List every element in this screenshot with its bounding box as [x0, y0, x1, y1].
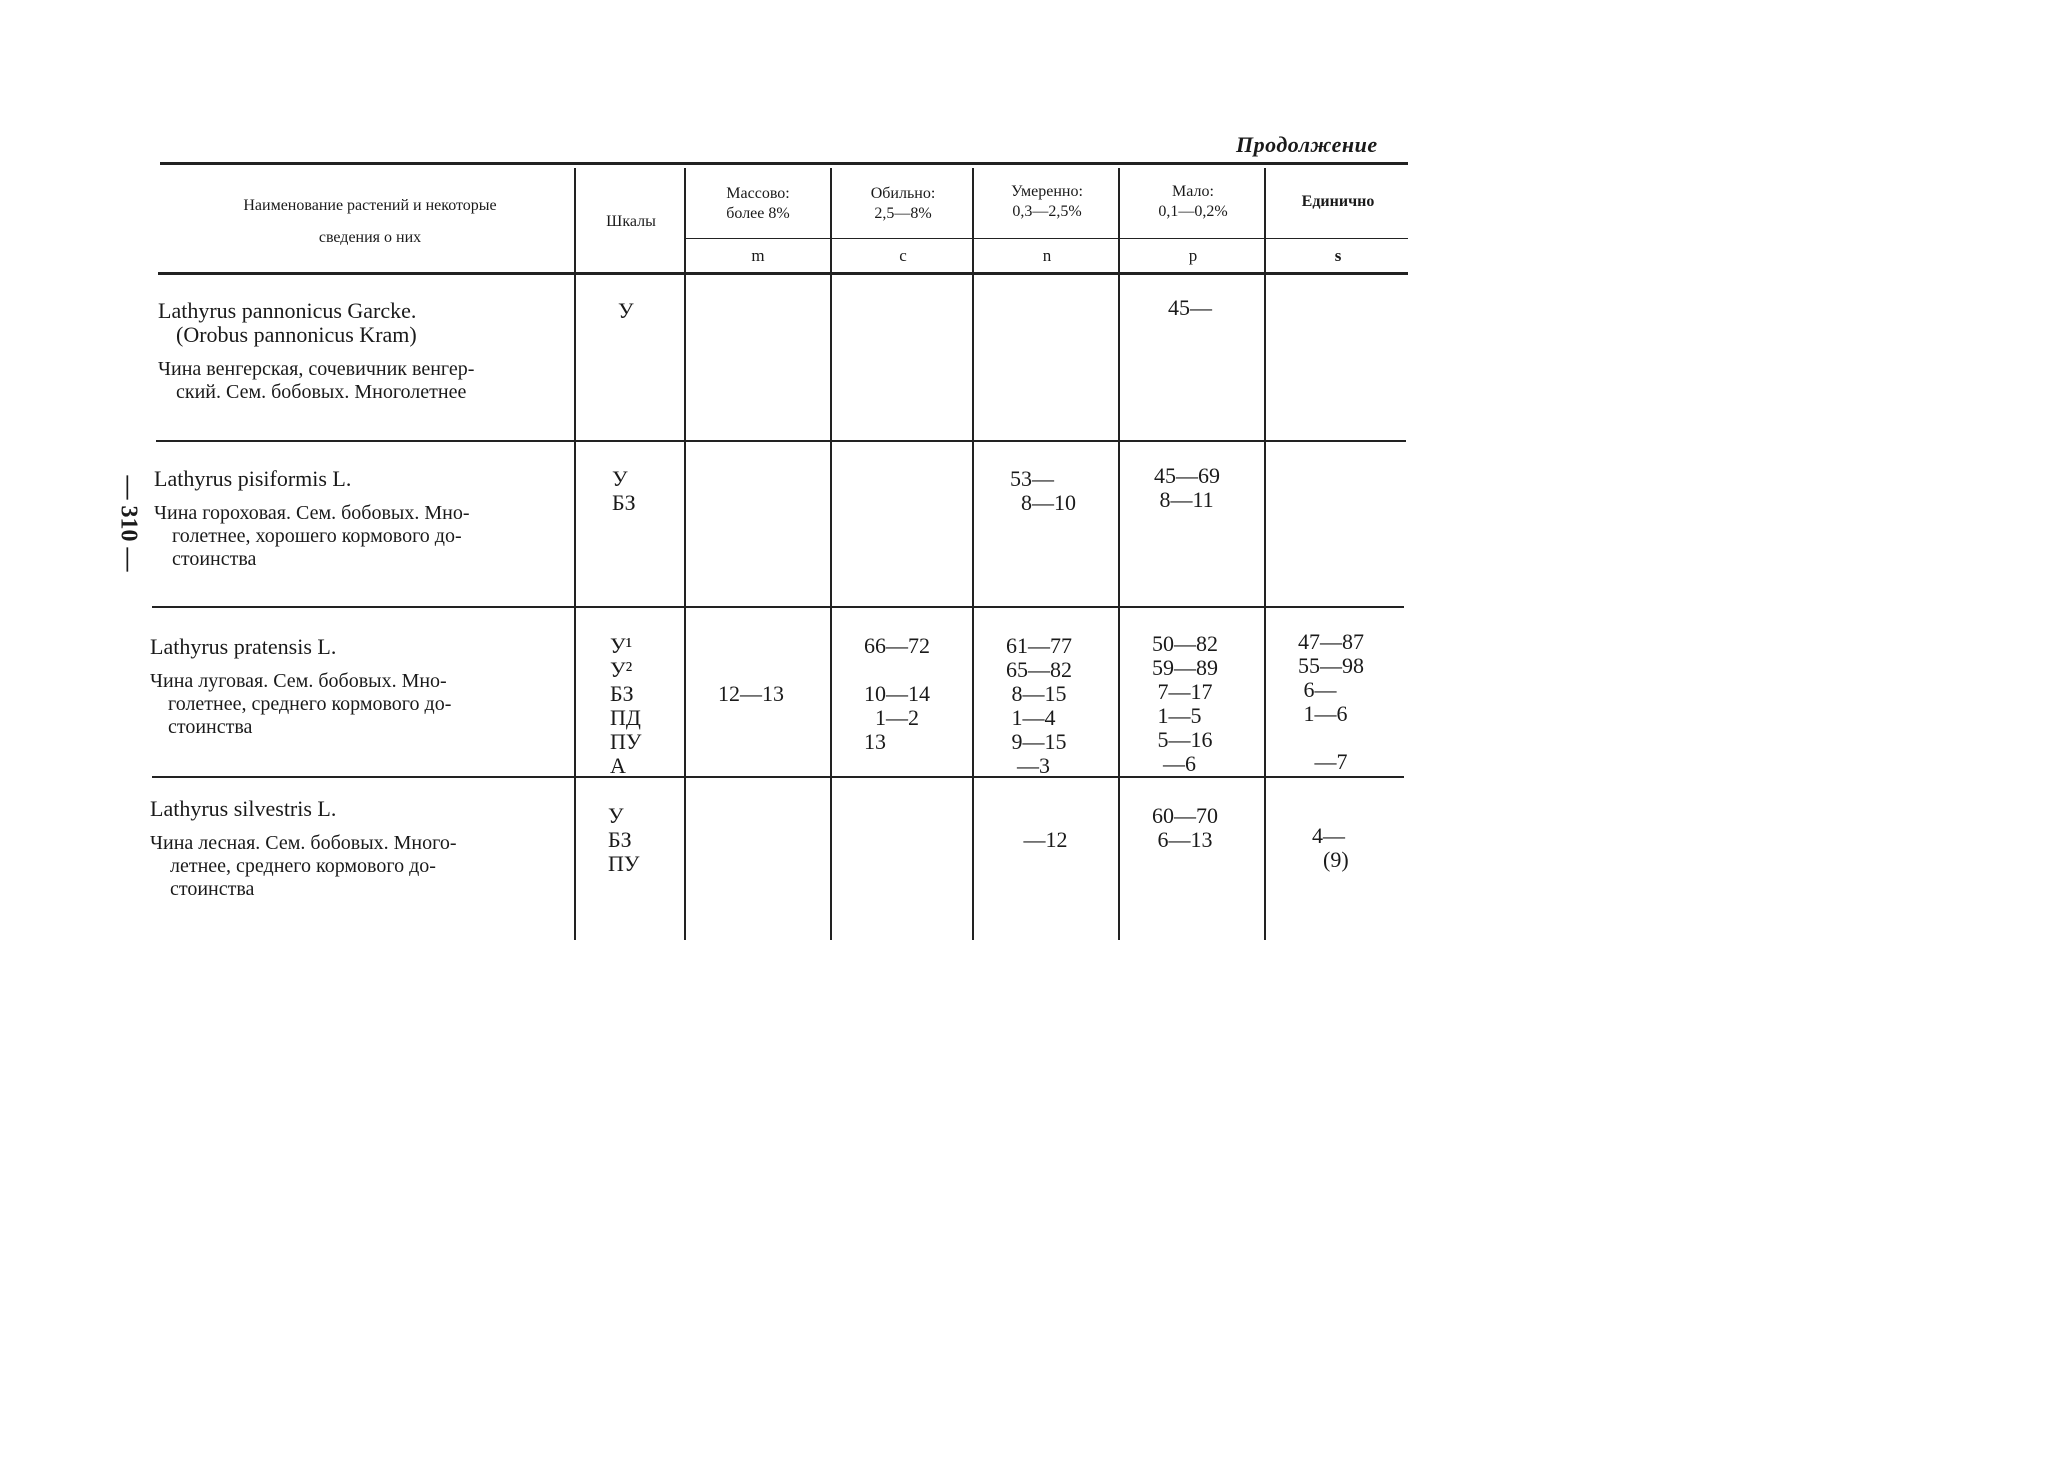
row3-p: 50—82 59—89 7—17 1—5 5—16 —6	[1152, 631, 1218, 776]
col-divider-scales	[684, 168, 686, 940]
col-divider-n	[1118, 168, 1120, 940]
row3-desc-line1: Чина луговая. Сем. бобовых. Мно-	[150, 670, 447, 692]
header-name-line2: сведения о них	[318, 229, 422, 246]
row2-desc-line2: голетнее, хорошего кормового до-	[172, 525, 462, 547]
header-n-line1: Умеренно:	[1011, 183, 1083, 200]
col-divider-p	[1264, 168, 1266, 940]
header-col-s: Единично	[1301, 193, 1375, 210]
row4-latin-line1: Lathyrus silvestris L.	[150, 796, 337, 821]
header-bottom-rule	[158, 272, 1408, 275]
header-code-n: n	[1042, 246, 1052, 265]
row1-description	[158, 358, 558, 404]
subheader-rule	[686, 238, 1408, 239]
col-divider-name	[574, 168, 576, 940]
header-col-c	[834, 184, 972, 224]
page-number-text: — 310 —	[115, 475, 142, 572]
row3-desc-line2: голетнее, среднего кормового до-	[168, 693, 452, 715]
row3-desc-line3: стоинства	[168, 716, 253, 738]
row-divider-2	[152, 606, 1404, 608]
row2-scales: У БЗ	[612, 466, 636, 515]
row2-n: 53— 8—10	[1010, 466, 1076, 515]
header-code-p: p	[1188, 246, 1198, 265]
row4-scales: У БЗ ПУ	[608, 803, 640, 876]
row4-desc-line3: стоинства	[170, 878, 255, 900]
header-col-n	[976, 182, 1118, 222]
header-code-m: m	[751, 246, 765, 265]
header-c-line1: Обильно:	[870, 185, 936, 202]
header-m-line2: более 8%	[726, 205, 790, 222]
row4-p: 60—70 6—13	[1152, 803, 1218, 852]
row1-latin-line2: (Orobus pannonicus Kram)	[176, 322, 417, 347]
row2-desc-line1: Чина гороховая. Сем. бобовых. Мно-	[154, 502, 470, 524]
table-top-rule	[160, 162, 1408, 165]
header-code-s: s	[1334, 246, 1342, 265]
row2-p: 45—69 8—11	[1154, 463, 1220, 512]
row3-m: 12—13	[718, 681, 784, 706]
row1-scales: У	[618, 298, 634, 323]
page-number	[100, 470, 150, 580]
row3-scales: У¹ У² БЗ ПД ПУ А	[610, 633, 642, 778]
row1-latin-line1: Lathyrus pannonicus Garcke.	[158, 298, 417, 323]
row-divider-3	[152, 776, 1404, 778]
header-c-line2: 2,5—8%	[874, 205, 932, 222]
row1-desc-line1: Чина венгерская, сочевичник венгер-	[158, 358, 475, 380]
row2-latin-line1: Lathyrus pisiformis L.	[154, 466, 352, 491]
row4-desc-line1: Чина лесная. Сем. бобовых. Много-	[150, 832, 457, 854]
row2-description	[154, 502, 554, 571]
row4-s: 4— (9)	[1312, 823, 1349, 872]
row4-n: —12	[1023, 827, 1068, 852]
header-n-line2: 0,3—2,5%	[1012, 203, 1082, 220]
row3-latin-line1: Lathyrus pratensis L.	[150, 634, 337, 659]
row4-desc-line2: летнее, среднего кормового до-	[170, 855, 436, 877]
row1-p: 45—	[1168, 295, 1212, 320]
row3-c: 66—72 10—14 1—2 13	[864, 633, 930, 754]
row4-description	[150, 832, 552, 901]
col-divider-c	[972, 168, 974, 940]
continued-label: Продолжение	[1236, 132, 1378, 157]
row3-s: 47—87 55—98 6— 1—6 —7	[1298, 629, 1364, 774]
header-name-col	[180, 196, 560, 248]
header-m-line1: Массово:	[726, 185, 790, 202]
header-col-p	[1122, 182, 1264, 222]
header-col-m	[688, 184, 828, 224]
row3-description	[150, 670, 552, 739]
header-code-c: c	[899, 246, 907, 265]
header-name-line1: Наименование растений и некоторые	[243, 197, 497, 214]
header-p-line1: Мало:	[1172, 183, 1214, 200]
row-divider-1	[156, 440, 1406, 442]
header-p-line2: 0,1—0,2%	[1158, 203, 1228, 220]
header-scales: Шкалы	[606, 213, 656, 230]
col-divider-m	[830, 168, 832, 940]
row1-desc-line2: ский. Сем. бобовых. Многолетнее	[176, 381, 467, 403]
row3-n: 61—77 65—82 8—15 1—4 9—15 —3	[1006, 633, 1072, 778]
row2-desc-line3: стоинства	[172, 548, 257, 570]
